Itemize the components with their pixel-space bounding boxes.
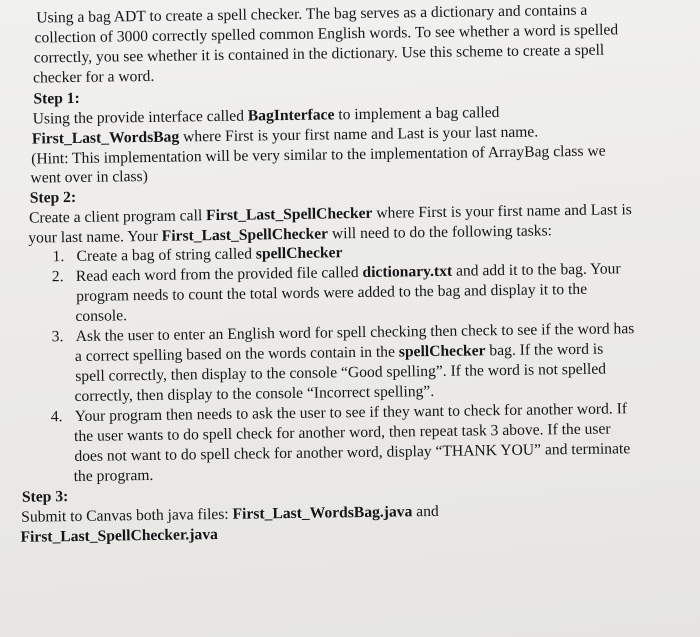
list-item-4-line-2: the user wants to do spell check for another word, then repeat task 3 above. If the user bbox=[73, 420, 611, 446]
intro-line-2: collection of 3000 correctly spelled common English words. To see whether a word is spelled bbox=[34, 21, 619, 47]
list-item-3-number: 3. bbox=[51, 328, 64, 346]
intro-line-1: Using a bag ADT to create a spell checker. The bag serves as a dictionary and contains a bbox=[36, 1, 588, 27]
step3-line-2: First_Last_SpellChecker.java bbox=[20, 526, 218, 546]
list-item-4-line-1: Your program then needs to ask the user to see if they want to check for another word. If bbox=[74, 400, 628, 425]
list-item-4-line-4: the program. bbox=[73, 466, 154, 486]
step2-line-1: Create a client program call First_Last_SpellChecker where First is your first name and Last is bbox=[28, 201, 632, 227]
list-item-2-line-2: program needs to count the total words were added to the bag and display it to the bbox=[76, 280, 588, 305]
step2-heading: Step 2: bbox=[29, 188, 77, 207]
step1-line-3: (Hint: This implementation will be very similar to the implementation of ArrayBag class we bbox=[31, 142, 606, 168]
intro-line-4: checker for a word. bbox=[32, 67, 155, 87]
list-item-1-number: 1. bbox=[52, 248, 65, 266]
step1-line-4: went over in class) bbox=[30, 167, 148, 187]
list-item-4-number: 4. bbox=[50, 408, 63, 426]
list-item-2-line-3: console. bbox=[75, 307, 128, 325]
list-item-4-line-3: does not want to do spell check for another word, display “THANK YOU” and terminate bbox=[74, 440, 631, 466]
step1-line-2: First_Last_WordsBag where First is your first name and Last is your last name. bbox=[31, 123, 539, 148]
intro-line-3: correctly, you see whether it is contained in the dictionary. Use this scheme to create a spell bbox=[33, 41, 605, 67]
list-item-1-line-1: Create a bag of string called spellChecker bbox=[76, 244, 343, 265]
list-item-3-line-1: Ask the user to enter an English word for spell checking then check to see if the word has bbox=[75, 320, 635, 345]
step3-line-1: Submit to Canvas both java files: First_Last_WordsBag.java and bbox=[21, 502, 439, 526]
list-item-2-number: 2. bbox=[51, 268, 64, 286]
list-item-3-line-3: spell correctly, then display to the console “Good spelling”. If the word is not spelled bbox=[75, 360, 607, 385]
step1-line-1: Using the provide interface called BagInterface to implement a bag called bbox=[32, 104, 500, 128]
step2-line-2: your last name. Your First_Last_SpellChecker will need to do the following tasks: bbox=[28, 222, 553, 247]
step3-heading: Step 3: bbox=[21, 488, 69, 506]
step1-heading: Step 1: bbox=[33, 89, 80, 108]
list-item-3-line-2: a correct spelling based on the words contain in the spellChecker bag. If the word is bbox=[74, 340, 604, 365]
list-item-3-line-4: correctly, then display to the console “Incorrect spelling”. bbox=[74, 382, 435, 405]
list-item-2-line-1: Read each word from the provided file called dictionary.txt and add it to the bag. Your bbox=[75, 260, 621, 285]
